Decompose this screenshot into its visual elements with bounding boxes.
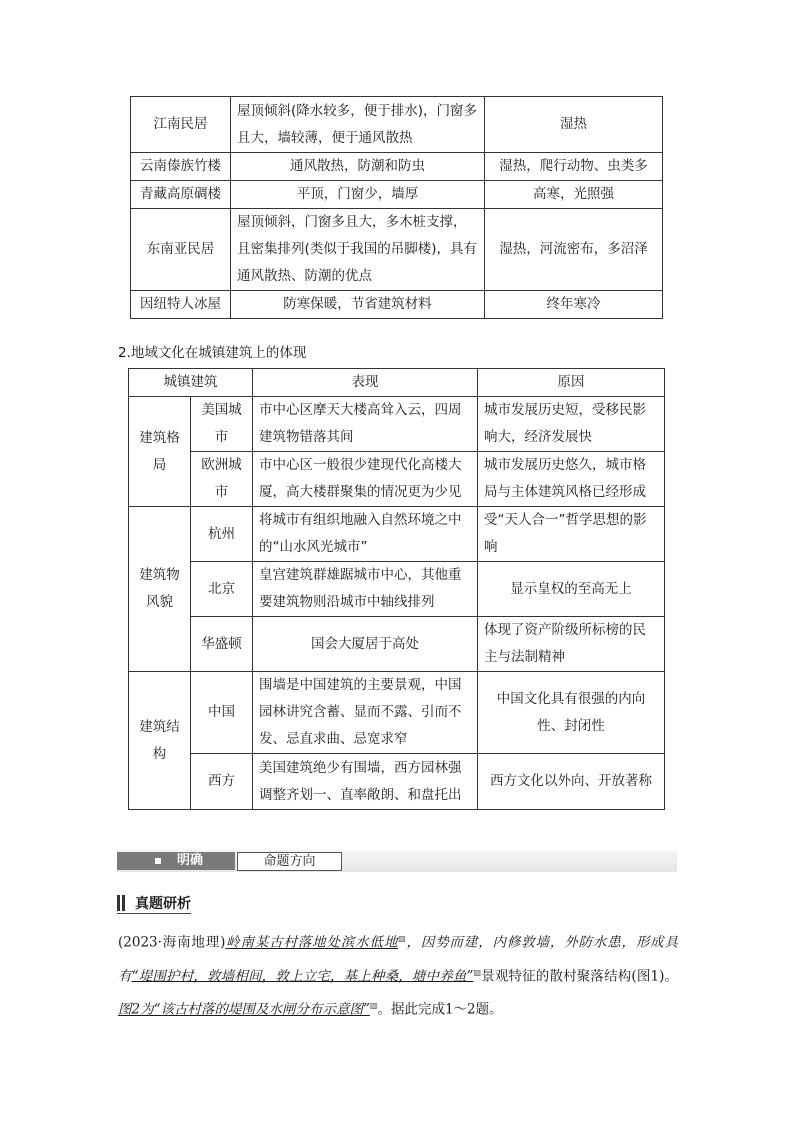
dwelling-feature: 防寒保暖，节省建筑材料 [231,291,485,319]
section-caption: 2.地域文化在城镇建筑上的体现 [118,345,307,361]
note-mark-icon: ▨ [398,934,406,943]
group-label: 建筑物风貌 [129,507,191,672]
banner-tab-light: 命题方向 [237,852,342,871]
table-header: 城镇建筑 [129,369,253,397]
para-part4: 图2为“该古村落的堤围及水闸分布示意图” [118,1001,370,1018]
stripe-marker-icon [117,895,127,911]
row-sub: 欧洲城市 [191,452,253,507]
dwelling-feature: 屋顶倾斜，门窗多且大，多木桩支撑，且密集排列(类似于我国的吊脚楼)，具有通风散热、防潮的优点 [231,209,485,291]
source-lead: (2023·海南地理) [118,934,226,951]
section-heading [117,893,191,914]
square-bullet-icon [155,858,161,864]
para-part2: ，因势而建，内修敦墙，外防水患，形成具有 [118,934,679,984]
para-part3: 景观特征的散村聚落结构(图1)。 [481,968,679,984]
dwelling-name: 青藏高原碉楼 [131,181,231,209]
row-sub: 杭州 [191,507,253,562]
dwelling-name: 东南亚民居 [131,209,231,291]
dwelling-reason: 高寒，光照强 [485,181,663,209]
dwelling-reason: 湿热，爬行动物、虫类多 [485,153,663,181]
dwelling-feature: 平顶，门窗少，墙厚 [231,181,485,209]
urban-architecture-table [128,368,665,810]
group-label: 建筑结构 [129,672,191,810]
row-feature: 美国建筑绝少有围墙，西方园林强调整齐划一、直率敞朗、和盘托出 [253,754,478,810]
row-feature: 市中心区一般很少建现代化高楼大厦，高大楼群聚集的情况更为少见 [253,452,478,507]
row-feature: 将城市有组织地融入自然环境之中的“山水风光城市” [253,507,478,562]
dwelling-name: 江南民居 [131,97,231,153]
banner-dark-label: 明确 [177,853,204,868]
row-feature: 皇宫建筑群雄踞城市中心，其他重要建筑物则沿城市中轴线排列 [253,562,478,617]
dwelling-reason: 湿热 [485,97,663,153]
table-header: 表现 [253,369,478,397]
row-feature: 国会大厦居于高处 [253,617,478,672]
banner-tab-dark [117,852,235,870]
dwelling-name: 因纽特人冰屋 [131,291,231,319]
row-reason: 显示皇权的至高无上 [478,562,665,617]
dwelling-reason: 湿热，河流密布，多沼泽 [485,209,663,291]
row-reason: 城市发展历史短，受移民影响大，经济发展快 [478,397,665,452]
group-label: 建筑格局 [129,397,191,507]
row-reason: 城市发展历史悠久，城市格局与主体建筑风格已经形成 [478,452,665,507]
dwelling-name: 云南傣族竹楼 [131,153,231,181]
para-quote1: “堤围护村，敦墙相间，敦上立宅，基上种桑，塘中养鱼” [131,968,474,984]
row-reason: 西方文化以外向、开放著称 [478,754,665,810]
dwelling-feature: 通风散热，防潮和防虫 [231,153,485,181]
para-part5: 。据此完成1～2题。 [377,1001,503,1018]
row-reason: 受“天人合一”哲学思想的影响 [478,507,665,562]
note-mark-icon: ▨ [473,967,481,977]
row-sub: 美国城市 [191,397,253,452]
para-part1: 岭南某古村落地处滨水低地 [225,934,399,951]
dwelling-feature: 屋顶倾斜(降水较多，便于排水)，门窗多且大，墙较薄，便于通风散热 [231,97,485,153]
row-reason: 体现了资产阶级所标榜的民主与法制精神 [478,617,665,672]
table-header: 原因 [478,369,665,397]
row-feature: 市中心区摩天大楼高耸入云，四周建筑物错落其间 [253,397,478,452]
row-feature: 围墙是中国建筑的主要景观，中国园林讲究含蓄、显而不露、引而不发、忌直求曲、忌宽求窄 [253,672,478,754]
note-mark-icon: ▨ [369,1001,378,1010]
dwelling-reason: 终年寒冷 [485,291,663,319]
question-paragraph [118,924,678,1025]
row-sub: 中国 [191,672,253,754]
row-sub: 华盛顿 [191,617,253,672]
dwelling-table [130,96,663,319]
row-reason: 中国文化具有很强的内向性、封闭性 [478,672,665,754]
row-sub: 北京 [191,562,253,617]
section-title: 真题研析 [135,896,191,912]
row-sub: 西方 [191,754,253,810]
